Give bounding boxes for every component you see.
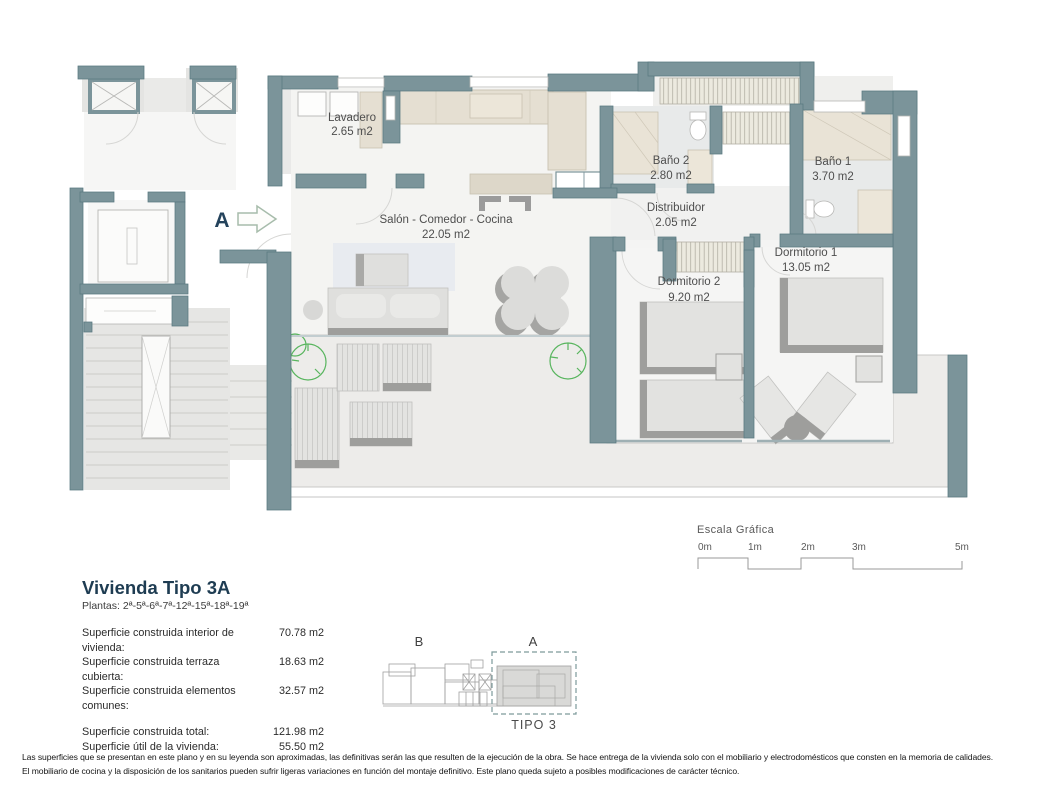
row-label: Superficie construida interior de vivienda:: [82, 627, 234, 654]
footer-disclaimer: [22, 750, 1034, 778]
room-label-dormitorio1: Dormitorio 1: [774, 247, 838, 259]
armchair: [356, 254, 408, 286]
room-area-lavadero: 2.65 m2: [331, 126, 373, 138]
elevator-icon: [90, 80, 138, 112]
bed: [640, 380, 744, 438]
room-area-dormitorio2: 9.20 m2: [668, 292, 710, 304]
row-label: Superficie construida total:: [82, 726, 210, 738]
nightstand: [856, 356, 882, 382]
scale-tick: 5m: [955, 542, 969, 553]
row-value: 55.50 m2: [278, 740, 324, 753]
row-value: 18.63 m2: [278, 656, 324, 668]
room-label-dormitorio2: Dormitorio 2: [657, 276, 721, 288]
bed: [780, 278, 883, 353]
table-row: [82, 725, 324, 740]
entrance-arrow-icon: [238, 206, 276, 232]
row-value: 70.78 m2: [278, 627, 324, 639]
room-area-bano1: 3.70 m2: [812, 171, 854, 183]
row-label: Superficie construida terraza cubierta:: [82, 656, 220, 683]
row-value: 121.98 m2: [272, 726, 324, 738]
room-area-bano2: 2.80 m2: [650, 170, 692, 182]
row-label: Superficie construida elementos comunes:: [82, 685, 236, 712]
distribuidor-closet: [723, 112, 801, 144]
flower-table: [495, 266, 569, 336]
sofa: [328, 288, 448, 336]
machine-room: [98, 210, 168, 282]
key-plan-label-a: A: [528, 634, 538, 649]
side-table: [303, 300, 323, 320]
footer-line-2: El mobiliario de cocina y la disposición de los sanitarios pueden sufrir ligeras variaciones en función del montaje definitivo. Este plano queda sujeto a posibles modificaciones de carácter técnico.: [22, 766, 740, 776]
room-area-distribuidor: 2.05 m2: [655, 217, 697, 229]
table-row: [82, 655, 324, 684]
nightstand: [716, 354, 742, 380]
stairs-landing: [142, 336, 170, 438]
room-label-bano2: Baño 2: [652, 155, 690, 167]
graphic-scale: [697, 524, 987, 578]
scale-tick: 3m: [852, 542, 866, 553]
row-value: 32.57 m2: [278, 685, 324, 697]
table-row: [82, 684, 324, 713]
key-plan-tipo-label: TIPO 3: [511, 718, 557, 732]
hall-closet: [660, 78, 808, 104]
room-label-lavadero: Lavadero: [328, 112, 376, 124]
key-plan-label-b: B: [414, 634, 424, 649]
page-title: Vivienda Tipo 3A: [82, 577, 231, 598]
room-label-bano1: Baño 1: [814, 156, 852, 168]
table-row: [82, 626, 324, 655]
entrance-label: A: [214, 209, 230, 232]
wardrobe: [676, 242, 744, 272]
scale-title: Escala Gráfica: [697, 524, 775, 536]
surface-table: [82, 626, 332, 713]
scale-tick: 1m: [748, 542, 762, 553]
room-label-distribuidor: Distribuidor: [646, 202, 706, 214]
room-area-dormitorio1: 13.05 m2: [782, 262, 830, 274]
room-label-salon: Salón - Comedor - Cocina: [379, 214, 513, 226]
scale-tick: 0m: [698, 542, 712, 553]
key-plan: [375, 626, 590, 734]
plantas-line: Plantas: 2ª-5ª-6ª-7ª-12ª-15ª-18ª-19ª: [82, 600, 249, 612]
elevator-icon: [194, 80, 234, 112]
footer-line-1: Las superficies que se presentan en este plano y en su leyenda son aproximadas, las definitivas serán las que resulten de la ejecución de la obra. Se hace entrega de la vivienda solo con el mobiliario y electrodomésticos que consten en la memoria de calidades.: [22, 752, 993, 762]
scale-tick: 2m: [801, 542, 815, 553]
scale-bar: [697, 556, 977, 574]
row-label: Superficie útil de la vivienda:: [82, 740, 219, 753]
summary-block: [82, 577, 332, 754]
key-plan-highlight: [492, 652, 576, 714]
room-area-salon: 22.05 m2: [422, 229, 470, 241]
